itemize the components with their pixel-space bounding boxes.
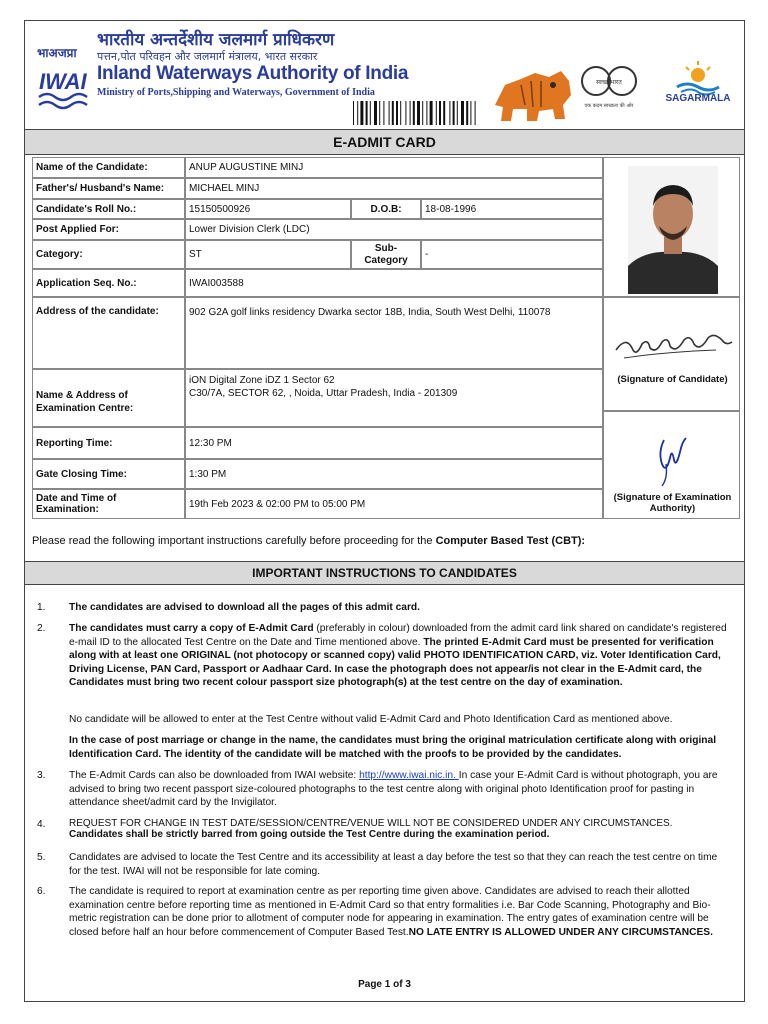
father-value: MICHAEL MINJ (185, 178, 603, 199)
barcode-bar (457, 101, 458, 125)
instruction-regular: The candidate is required to report at examination centre as per reporting time given above. Candidates are advised to reach their allotted examination centre before reporting time as mentioned in E-Admit Card so that entry formalities i.e. Bar Code Scanning, Photography and Bio-metric registration can be done prior to allotment of computer node for appearing in examination. The entry gates of examination centre will be closed before half an hour before commencement of Computer Based Test. (69, 886, 711, 938)
father-label: Father's/ Husband's Name: (32, 178, 185, 199)
sagarmala-text: SAGARMALA (665, 93, 731, 104)
page-title: E-ADMIT CARD (25, 129, 744, 155)
instruction-text (69, 622, 731, 690)
instruction-2c (37, 734, 731, 761)
make-in-india-lion-icon (491, 65, 577, 123)
barcode-bar (396, 101, 398, 125)
candidate-signature (604, 298, 741, 412)
exam-value: 19th Feb 2023 & 02:00 PM to 05:00 PM (185, 489, 603, 519)
instruction-regular: In case your E-Admit Card is without photograph, you are advised to bring two recent passport size-coloured photographs to the test centre along with original photo Identification proof for pasting in attendance sheet/admit card by the Invigilator. (69, 770, 718, 808)
candidate-photo-box (603, 157, 740, 297)
read-note-bold: Computer Based Test (CBT): (435, 535, 586, 547)
barcode-bar (392, 101, 394, 125)
barcode-bar (439, 101, 441, 125)
barcode-bar (466, 101, 468, 125)
sagarmala-logo-icon (661, 59, 735, 113)
instruction-text: The candidates are advised to download all the pages of this admit card. (69, 602, 420, 613)
barcode-bar (360, 101, 363, 125)
read-note (32, 535, 585, 547)
barcode-bar (461, 101, 464, 125)
candidate-signature-label: (Signature of Candidate) (617, 374, 728, 385)
barcode-bar (417, 101, 420, 125)
barcode-bar (353, 101, 354, 125)
subcategory-value: - (421, 240, 603, 269)
barcode-bar (443, 101, 445, 125)
instruction-bold: The printed E-Admit Card must be presented for verification along with at least one ORIGINAL (not photocopy or scanned copy) valid PHOTO IDENTIFICATION CARD, viz. Voter Identification Card, Driving License, PAN Card, Passport or Aadhaar Card. In case the photograph does not appear/is not clear in the E-Admit card, the Candidates must bring two recent colour passport size photograph(s) at the test centre on the day of examination. (69, 636, 721, 688)
instruction-6 (37, 885, 731, 939)
instruction-regular: The E-Admit Cards can also be downloaded from IWAI website: (69, 770, 360, 781)
instruction-number: 6. (37, 886, 46, 897)
gate-value: 1:30 PM (185, 459, 603, 489)
barcode-bar (379, 101, 380, 125)
subcategory-label: Sub- Category (351, 240, 421, 269)
logo-hindi-text: भाअजप्रा (37, 46, 77, 60)
barcode-bar (413, 101, 415, 125)
address-label: Address of the candidate: (32, 297, 185, 369)
instructions-title: IMPORTANT INSTRUCTIONS TO CANDIDATES (25, 561, 744, 585)
header (25, 21, 744, 129)
barcode-bar (383, 101, 384, 125)
exam-label: Date and Time of Examination: (32, 489, 185, 519)
category-value: ST (185, 240, 351, 269)
instruction-bold: The candidates must carry a copy of E-Admit Card (69, 623, 314, 634)
barcode-bar (422, 101, 423, 125)
centre-value-line2: C30/7A, SECTOR 62, , Noida, Uttar Pradesh, India - 201309 (189, 388, 458, 399)
iwai-website-link[interactable]: http://www.iwai.nic.in. (359, 770, 459, 781)
name-value: ANUP AUGUSTINE MINJ (185, 157, 603, 178)
centre-value-line1: iON Digital Zone iDZ 1 Sector 62 (189, 375, 335, 386)
iwai-logo-icon (37, 35, 99, 113)
barcode-bar (470, 101, 471, 125)
dob-label: D.O.B: (351, 199, 421, 219)
instruction-number: 3. (37, 770, 46, 781)
instruction-regular: REQUEST FOR CHANGE IN TEST DATE/SESSION/CENTRE/VENUE WILL NOT BE CONSIDERED UNDER ANY CIRCUMSTANCES. (69, 818, 673, 829)
barcode-bar (405, 101, 406, 125)
dob-value: 18-08-1996 (421, 199, 603, 219)
instruction-number: 2. (37, 623, 46, 634)
appseq-label: Application Seq. No.: (32, 269, 185, 297)
roll-value: 15150500926 (185, 199, 351, 219)
candidate-photo (604, 158, 741, 298)
name-label: Name of the Candidate: (32, 157, 185, 178)
instruction-text: In the case of post marriage or change in the name, the candidates must bring the original matriculation certificate along with original Identification Card. The identity of the candidate will be matched with the proofs to be provided by the candidates. (69, 735, 717, 760)
swachh-text: स्वच्छ भारत (596, 79, 622, 86)
admit-card-page (24, 20, 745, 1002)
instruction-bold: NO LATE ENTRY IS ALLOWED UNDER ANY CIRCUMSTANCES. (408, 926, 713, 938)
instruction-regular: (preferably in colour) downloaded from the admit card link shared on candidate's registered e-mail ID to the allocated Test Centre on the Date and Time mentioned above. (69, 623, 727, 648)
instruction-number: 4. (37, 819, 46, 830)
authority-signature-label: (Signature of Examination Authority) (613, 492, 732, 514)
barcode-bar (475, 101, 476, 125)
barcode-bar (410, 101, 411, 125)
swachh-tagline: एक कदम स्वच्छता की ओर (584, 103, 634, 109)
barcode-bar (366, 101, 368, 125)
instruction-number: 5. (37, 852, 46, 863)
barcode-bar (436, 101, 437, 125)
instruction-bold: Candidates shall be strictly barred from going outside the Test Centre during the examination period. (69, 829, 550, 840)
instruction-3 (37, 769, 731, 810)
instruction-text: Candidates are advised to locate the Test Centre and its accessibility at least a day before the test so that they can reach the test centre on time for the test. IWAI will not be responsible for late coming. (69, 852, 718, 877)
category-label: Category: (32, 240, 185, 269)
post-value: Lower Division Clerk (LDC) (185, 219, 603, 240)
candidate-details (32, 157, 740, 519)
roll-label: Candidate's Roll No.: (32, 199, 185, 219)
barcode-bar (400, 101, 401, 125)
instruction-2b (37, 713, 731, 727)
centre-value (185, 369, 603, 427)
appseq-value: IWAI003588 (185, 269, 603, 297)
barcode-bar (357, 101, 358, 125)
page-number: Page 1 of 3 (358, 979, 411, 990)
instruction-1 (37, 601, 731, 615)
gate-label: Gate Closing Time: (32, 459, 185, 489)
reporting-value: 12:30 PM (185, 427, 603, 459)
ministry-hindi: पत्तन,पोत परिवहन और जलमार्ग मंत्रालय, भारत सरकार (97, 50, 318, 63)
authority-signature-box (603, 411, 740, 519)
instruction-text: No candidate will be allowed to enter at the Test Centre without valid E-Admit Card and Photo Identification Card as mentioned above. (69, 714, 673, 725)
instruction-4 (37, 818, 731, 840)
barcode-bar (430, 101, 433, 125)
read-note-text: Please read the following important instructions carefully before proceeding for the (32, 535, 436, 547)
barcode-bar (370, 101, 371, 125)
barcode-bar (453, 101, 455, 125)
instruction-2 (37, 622, 731, 690)
org-name: Inland Waterways Authority of India (97, 63, 409, 84)
barcode-bar (374, 101, 377, 125)
address-value: 902 G2A golf links residency Dwarka sector 18B, India, South West Delhi, 110078 (185, 297, 603, 369)
swachh-bharat-icon (578, 61, 640, 113)
instruction-number: 1. (37, 602, 46, 613)
org-name-hindi: भारतीय अन्तर्देशीय जलमार्ग प्राधिकरण (97, 30, 335, 50)
instruction-text (69, 769, 731, 810)
ministry-name: Ministry of Ports,Shipping and Waterways, Government of India (97, 87, 375, 98)
reporting-label: Reporting Time: (32, 427, 185, 459)
barcode-bar (426, 101, 427, 125)
instruction-5 (37, 851, 731, 878)
centre-label: Name & Address of Examination Centre: (32, 369, 185, 427)
barcode-bar (389, 101, 390, 125)
logo-en-text: IWAI (39, 69, 87, 94)
post-label: Post Applied For: (32, 219, 185, 240)
instruction-text (69, 885, 731, 939)
candidate-signature-box (603, 297, 740, 411)
barcode-bar (449, 101, 450, 125)
instruction-text (69, 818, 731, 840)
